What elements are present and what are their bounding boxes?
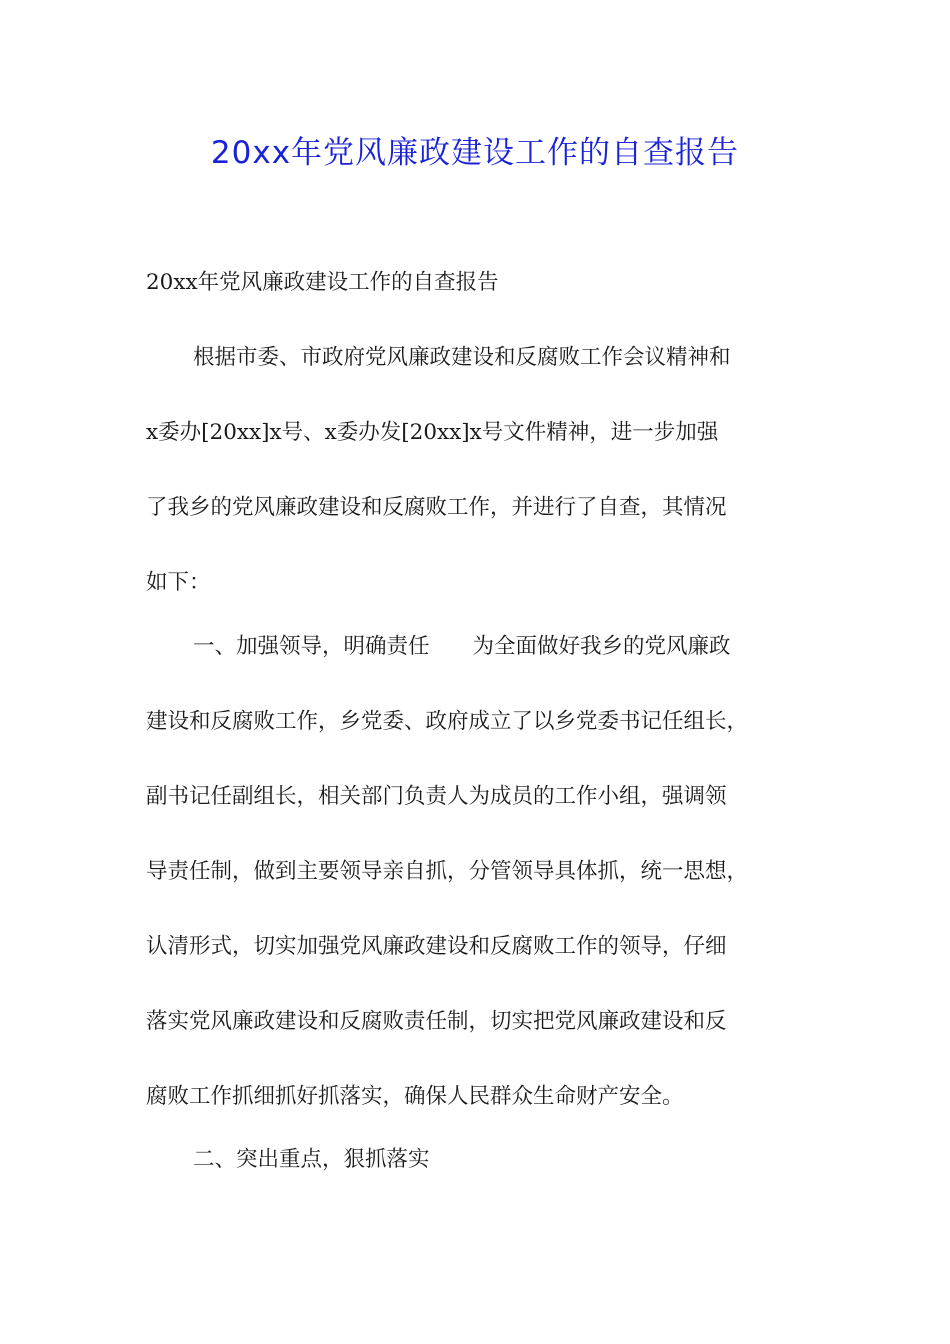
paragraph-line: x委办[20xx]x号、x委办发[20xx]x号文件精神，进一步加强 [146,420,719,445]
paragraph-line: 认清形式，切实加强党风廉政建设和反腐败工作的领导，仔细 [146,934,727,959]
section-heading-line: 二、突出重点，狠抓落实 [193,1147,430,1172]
paragraph-line: 腐败工作抓细抓好抓落实，确保人民群众生命财产安全。 [146,1084,684,1109]
paragraph-line: 如下： [146,570,211,595]
paragraph-line: 导责任制，做到主要领导亲自抓，分管领导具体抓，统一思想， [146,859,749,884]
subtitle-line: 20xx年党风廉政建设工作的自查报告 [146,270,499,295]
paragraph-line: 落实党风廉政建设和反腐败责任制，切实把党风廉政建设和反 [146,1009,727,1034]
document-title: 20xx年党风廉政建设工作的自查报告 [210,135,740,171]
section-heading-line: 一、加强领导，明确责任 为全面做好我乡的党风廉政 [193,634,731,659]
paragraph-line: 建设和反腐败工作，乡党委、政府成立了以乡党委书记任组长， [146,709,749,734]
paragraph-line: 副书记任副组长，相关部门负责人为成员的工作小组，强调领 [146,784,727,809]
paragraph-line: 根据市委、市政府党风廉政建设和反腐败工作会议精神和 [193,345,731,370]
paragraph-line: 了我乡的党风廉政建设和反腐败工作，并进行了自查，其情况 [146,495,727,520]
